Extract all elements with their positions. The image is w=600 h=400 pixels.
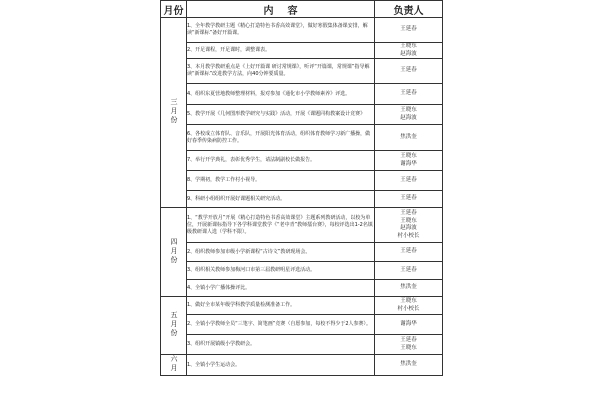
header-content-label: 内容 [263,5,312,17]
plan-row [161,335,443,355]
owner-cell [375,355,443,376]
task-content: 2、全镇小学教师全员“三笔字、简笔画”竞赛（自愿参加，每校不得少于2人参赛）。 [187,315,375,335]
plan-row [161,208,443,243]
owner-cell [375,208,443,243]
month-label: 六月 [170,355,178,373]
task-content: 8、学期初，教学工作村小视导。 [187,171,375,191]
owner-cell [375,297,443,315]
owner-cell [375,191,443,208]
owner-cell [375,84,443,105]
owner-cell [375,171,443,191]
owner-name: 王晓东 [400,153,417,159]
task-content: 6、各校成立体育队、音乐队，开展阳光体育活动，组织体育教师学习新广播操，做好春季传染病防控工作。 [187,125,375,151]
task-content: 2、组织教师参加市级小学新课程“古诗文”教研现场会。 [187,243,375,262]
header-month: 月份 [161,1,187,18]
owner-name: 王延春 [400,337,417,343]
plan-row [161,171,443,191]
owner-name: 王延春 [400,248,417,255]
owner-name: 村小校长 [397,305,420,312]
task-content: 4、组织东夏营地教师整理材料，报对参加《通化市小学教师素养》评选。 [187,84,375,105]
plan-row [161,43,443,59]
month-label: 四月份 [170,237,178,265]
owner-name: 赵海波 [400,114,417,121]
owner-name: 王晓东 [400,43,417,49]
plan-row [161,355,443,376]
task-content: 3、组织相关教师参加梅河口市第三届教研明星评选活动。 [187,262,375,280]
work-plan-table [160,0,443,376]
owner-cell [375,315,443,335]
document-page [160,0,442,400]
task-content: 4、全镇小学广播体操评比。 [187,280,375,297]
owner-name: 王延春 [400,195,417,202]
plan-row [161,262,443,280]
plan-row [161,297,443,315]
owner-name: 王晓东 [400,107,417,113]
month-cell [161,355,187,376]
task-content: 1、做好全市某年级学科教学质量检测准备工作。 [187,297,375,315]
plan-row [161,18,443,43]
owner-name: 焦洪奎 [400,284,417,291]
owner-name: 赵海波 [400,50,417,57]
task-content: 9、科研小组组织开展好课题相关研究活动。 [187,191,375,208]
owner-cell [375,125,443,151]
owner-cell [375,59,443,84]
owner-name: 焦洪奎 [400,361,417,368]
owner-cell [375,335,443,355]
plan-row [161,191,443,208]
task-content: 2、开足课程，开足课时，调整课表。 [187,43,375,59]
owner-cell [375,43,443,59]
owner-name: 王晓东 [400,217,417,224]
owner-name: 王延春 [400,176,417,183]
owner-name: 王延春 [400,26,417,33]
plan-row [161,280,443,297]
task-content: 1、全镇小学生运动会。 [187,355,375,376]
owner-name: 王晓东 [400,298,417,304]
plan-row [161,243,443,262]
owner-cell [375,262,443,280]
task-content: 3、组织开展镇级小学教研会。 [187,335,375,355]
month-cell [161,297,187,355]
owner-name: 王延春 [400,67,417,74]
task-content: 5、教学开展《几何图形教学研究与实践》活动，开展《课题同构教案设计竞赛》 [187,105,375,125]
task-content: 1、“教学开放月”开展《精心打造特色书香高效课堂》主题系列教研活动，以校为单位，开展新课标指导下各学科课堂教学《“老中青”教师擂台赛》，每校评选出1-2名镇级教研课人选（学科不限）。 [187,208,375,243]
owner-cell [375,151,443,171]
owner-name: 谢海华 [400,320,417,327]
plan-row [161,151,443,171]
owner-cell [375,243,443,262]
owner-name: 村小校长 [397,232,420,239]
month-label: 五月份 [170,311,178,338]
header-content [187,1,375,18]
owner-name: 赵海波 [400,225,417,231]
owner-name: 谢海华 [400,160,417,167]
task-content: 7、举行开学典礼，表彰优秀学生，请法制副校长做报告。 [187,151,375,171]
task-content: 3、本月教学教研重点是《上好开篇课 研讨常规课》，听评“开篇课，常规课”指导解读“新课标”改进教学方法，向40分钟要质量。 [187,59,375,84]
task-content: 1、全年教学教研主题《精心打造特色书香高效课堂》，做好寒假集体备课安排，解读“新课标”备好开篇课。 [187,18,375,43]
owner-name: 焦洪奎 [400,133,417,140]
plan-row [161,84,443,105]
month-cell [161,18,187,208]
owner-cell [375,18,443,43]
month-cell [161,208,187,297]
table-header-row [161,1,443,18]
owner-name: 王延春 [400,266,417,273]
plan-row [161,125,443,151]
month-label: 三月份 [170,98,178,125]
plan-row [161,315,443,335]
owner-cell [375,105,443,125]
owner-cell [375,280,443,297]
owner-name: 王延春 [400,90,417,97]
plan-row [161,59,443,84]
owner-name: 王延春 [400,210,417,216]
plan-row [161,105,443,125]
owner-name: 王晓东 [400,344,417,351]
header-owner: 负责人 [375,1,443,18]
